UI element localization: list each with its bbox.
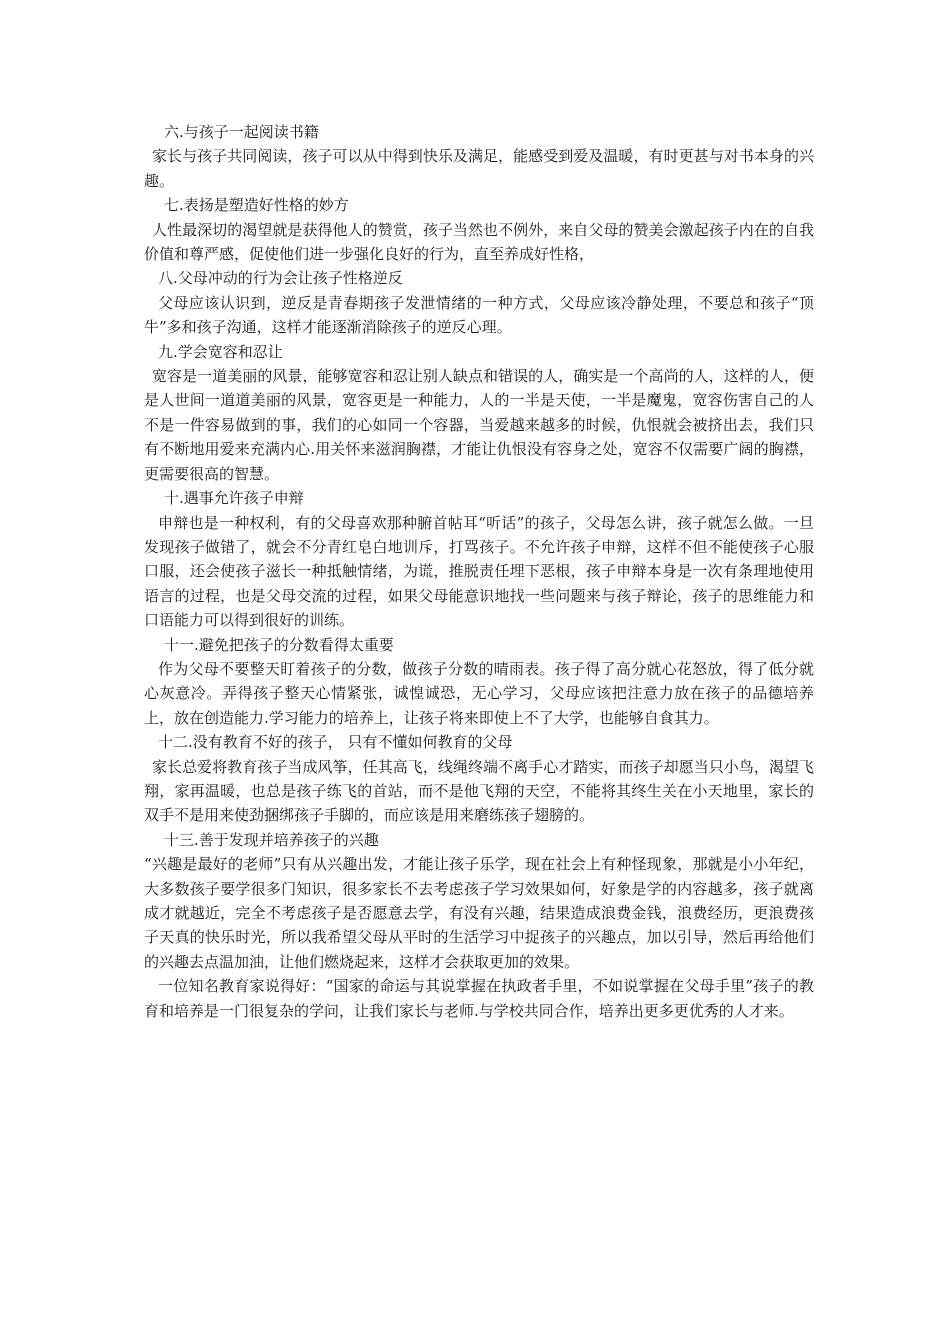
section-body-10: 申辩也是一种权利，有的父母喜欢那种腑首帖耳“听话”的孩子，父母怎么讲，孩子就怎么做。一旦发现孩子做错了，就会不分青红皂白地训斥，打骂孩子。不允许孩子申辩，这样不但不能使孩子心服口服，还会使孩子滋长一种抵触情绪，为谎，推脱责任埋下恶根，孩子申辩本身是一次有条理地使用语言的过程，也是父母交流的过程，如果父母能意识地找一些问题来与孩子辩论，孩子的思维能力和口语能力可以得到很好的训练。 [144, 513, 814, 630]
section-body-12: 家长总爱将教育孩子当成风筝，任其高飞，线绳终端不离手心才踏实，而孩子却愿当只小鸟，渴望飞翔，家再温暖，也总是孩子练飞的首站，而不是他飞翔的天空，不能将其终生关在小天地里，家长的双手不是用来使劲捆绑孩子手脚的，而应该是用来磨练孩子翅膀的。 [144, 757, 814, 825]
section-body-11: 作为父母不要整天盯着孩子的分数，做孩子分数的晴雨表。孩子得了高分就心花怒放，得了低分就心灰意冷。弄得孩子整天心情紧张，诚惶诚恐，无心学习，父母应该把注意力放在孩子的品德培养上，放在创造能力.学习能力的培养上，让孩子将来即使上不了大学，也能够自食其力。 [144, 659, 814, 727]
section-body-13: “兴趣是最好的老师”只有从兴趣出发，才能让孩子乐学，现在社会上有种怪现象，那就是小小年纪，大多数孩子要学很多门知识，很多家长不去考虑孩子学习效果如何，好象是学的内容越多，孩子就离成才就越近，完全不考虑孩子是否愿意去学，有没有兴趣，结果造成浪费金钱，浪费经历，更浪费孩子天真的快乐时光，所以我希望父母从平时的生活学习中捉孩子的兴趣点，加以引导，然后再给他们的兴趣去点温加油，让他们燃烧起来，这样才会获取更加的效果。 [144, 855, 814, 971]
document-page [144, 120, 814, 1023]
section-heading-13: 十三.善于发现并培养孩子的兴趣 [164, 830, 379, 849]
section-heading-10: 十.遇事允许孩子申辩 [164, 489, 304, 508]
closing-paragraph: 一位知名教育家说得好：“国家的命运与其说掌握在执政者手里，不如说掌握在父母手里”孩子的教育和培养是一门很复杂的学问，让我们家长与老师.与学校共同合作，培养出更多更优秀的人才来。 [144, 977, 814, 1020]
section-heading-7: 七.表扬是塑造好性格的妙方 [164, 196, 349, 215]
section-heading-11: 十一.避免把孩子的分数看得太重要 [164, 635, 394, 654]
section-heading-12: 十二.没有教育不好的孩子， 只有不懂如何教育的父母 [158, 733, 513, 752]
section-body-6: 家长与孩子共同阅读，孩子可以从中得到快乐及满足，能感受到爱及温暖，有时更甚与对书本身的兴趣。 [144, 147, 814, 190]
section-body-9: 宽容是一道美丽的风景，能够宽容和忍让别人缺点和错误的人，确实是一个高尚的人，这样的人，便是人世间一道道美丽的风景，宽容更是一种能力，人的一半是天使，一半是魔鬼，宽容伤害自己的人不是一件容易做到的事，我们的心如同一个容器，当爱越来越多的时候，仇恨就会被挤出去，我们只有不断地用爱来充满内心.用关怀来滋润胸襟，才能让仇恨没有容身之处，宽容不仅需要广阔的胸襟，更需要很高的智慧。 [144, 367, 814, 483]
section-heading-6: 六.与孩子一起阅读书籍 [164, 123, 319, 141]
section-body-8: 父母应该认识到，逆反是青春期孩子发泄情绪的一种方式，父母应该冷静处理，不要总和孩子“顶牛”多和孩子沟通，这样才能逐渐消除孩子的逆反心理。 [144, 293, 814, 337]
section-heading-8: 八.父母冲动的行为会让孩子性格逆反 [158, 269, 403, 288]
section-heading-9: 九.学会宽容和忍让 [158, 342, 283, 361]
section-body-7: 人性最深切的渴望就是获得他人的赞赏，孩子当然也不例外，来自父母的赞美会激起孩子内在的自我价值和尊严感，促使他们进一步强化良好的行为，直至养成好性格， [144, 220, 814, 264]
